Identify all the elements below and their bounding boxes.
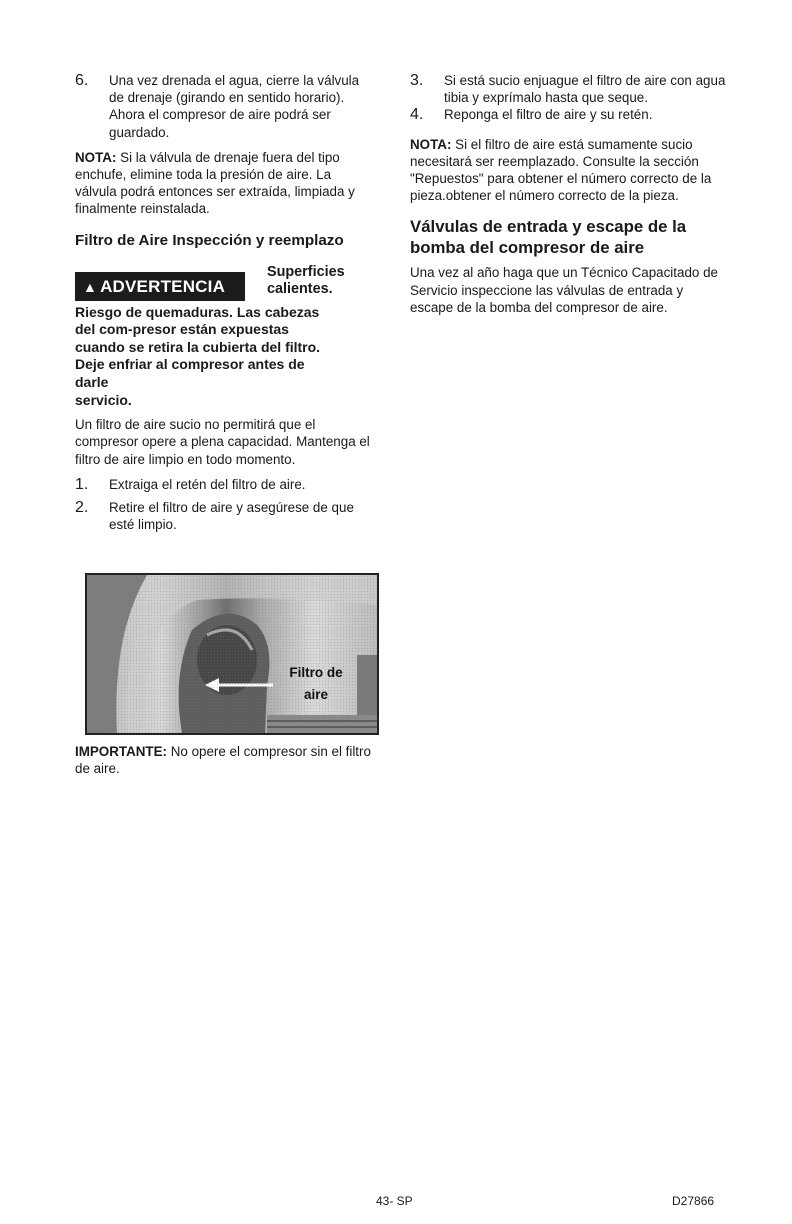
note-label: NOTA:	[75, 149, 117, 165]
step-number: 6.	[75, 72, 89, 89]
right-column	[410, 72, 728, 316]
note-2	[410, 136, 728, 205]
air-filter-photo	[85, 573, 379, 735]
warning-hot-surfaces	[267, 264, 345, 298]
warning-line: del com-presor están expuestas	[75, 321, 289, 338]
note-label: NOTA:	[410, 136, 452, 152]
important-text: No opere el compresor sin el filtro de aire.	[75, 744, 371, 777]
document-code: D27866	[672, 1194, 715, 1208]
step-2	[75, 499, 375, 533]
step-number: 4.	[410, 106, 424, 124]
step-number: 1.	[75, 475, 89, 493]
step-number: 2.	[75, 499, 89, 516]
warning-side-line1: Superficies	[267, 263, 345, 280]
warning-line: servicio.	[75, 391, 132, 408]
step-text: Retire el filtro de aire y asegúrese de que esté limpio.	[109, 500, 354, 533]
warning-header	[75, 264, 375, 301]
compressor-illustration	[87, 575, 377, 733]
filter-intro: Un filtro de aire sucio no permitirá que el compresor opere a plena capacidad. Mantenga el filtro de aire limpio en todo momento.	[75, 417, 370, 467]
page-number: 43- SP	[376, 1194, 413, 1208]
warning-badge	[75, 272, 245, 301]
photo-label-line2: aire	[303, 687, 329, 702]
step-number: 3.	[410, 72, 424, 89]
section-heading-air-filter: Filtro de Aire Inspección y reemplazo	[75, 231, 344, 249]
step-text: Reponga el filtro de aire y su retén.	[444, 107, 653, 123]
warning-line: Riesgo de quemaduras. Las cabezas	[75, 303, 320, 320]
warning-triangle-icon: ▲	[83, 278, 98, 295]
left-column	[75, 72, 375, 533]
step-4	[410, 106, 728, 123]
important-note	[75, 743, 375, 777]
note-text: Si la válvula de drenaje fuera del tipo enchufe, elimine toda la presión de aire. La válvula podrá entonces ser extraída, limpiada y finalmente reinstalada.	[75, 149, 355, 217]
important-label: IMPORTANTE:	[75, 744, 167, 759]
warning-side-line2: calientes.	[267, 280, 333, 297]
note-text: Si el filtro de aire está sumamente sucio necesitará ser reemplazado. Consulte la sección "Repuestos" para obtener el número correcto de la pieza.obtener el número correcto de la pieza.	[410, 136, 712, 204]
photo-label	[276, 662, 356, 706]
warning-line: Deje enfriar al compresor antes de	[75, 356, 305, 373]
note-1	[75, 149, 375, 218]
valves-text: Una vez al año haga que un Técnico Capacitado de Servicio inspeccione las válvulas de entrada y escape de la bomba del compresor de aire.	[410, 265, 718, 315]
step-text: Extraiga el retén del filtro de aire.	[109, 476, 306, 492]
photo-label-line1: Filtro de	[289, 665, 343, 680]
step-text: Si está sucio enjuague el filtro de aire con agua tibia y exprímalo hasta que seque.	[444, 73, 726, 106]
step-6	[75, 72, 375, 141]
warning-line: cuando se retira la cubierta del filtro.	[75, 338, 321, 355]
section-heading-valves: Válvulas de entrada y escape de la bomba del compresor de aire	[410, 217, 687, 258]
warning-text	[75, 304, 375, 410]
step-3	[410, 72, 728, 106]
warning-badge-text: ADVERTENCIA	[100, 276, 226, 296]
step-1	[75, 476, 375, 493]
step-text: Una vez drenada el agua, cierre la válvula de drenaje (girando en sentido horario). Ahora el compresor de aire podrá ser guardado.	[109, 73, 360, 140]
warning-line: darle	[75, 374, 109, 390]
